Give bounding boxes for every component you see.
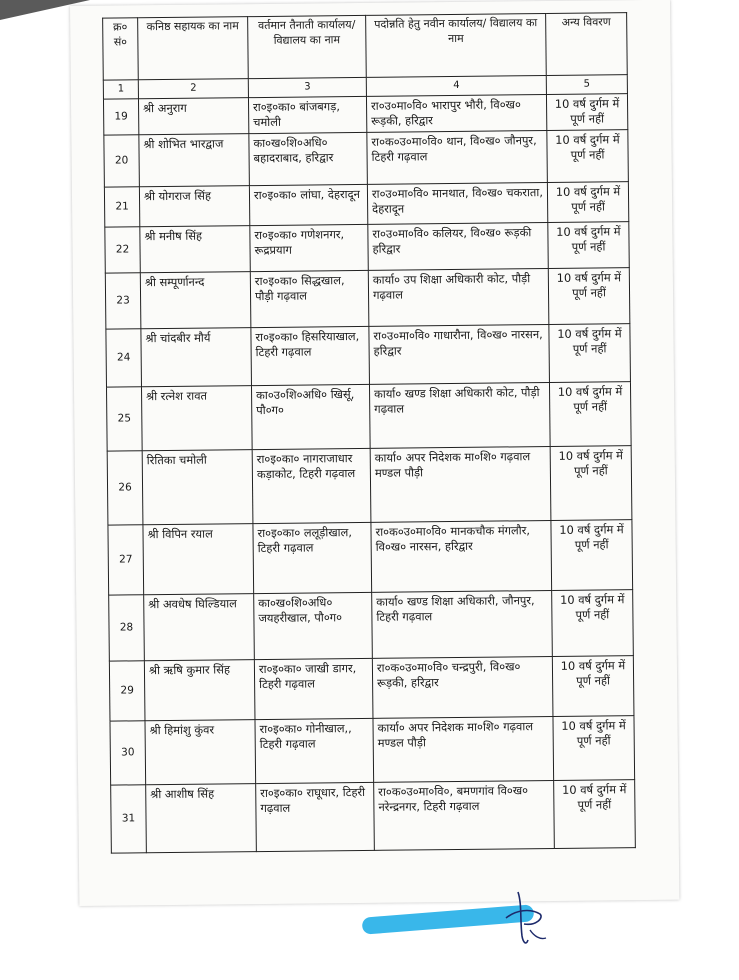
serial-cell: 29 (109, 660, 145, 720)
employee-name-cell: रितिका चमोली (142, 449, 253, 524)
serial-cell: 28 (109, 594, 145, 660)
serial-cell: 31 (111, 784, 147, 852)
new-office-cell: रा०उ०मा०वि० कलियर, वि०ख० रूड़की हरिद्वार (368, 222, 548, 270)
serial-cell: 20 (104, 134, 140, 186)
serial-cell: 27 (108, 524, 144, 594)
remarks-cell: 10 वर्ष दुर्गम में पूर्ण नहीं (549, 381, 631, 446)
table-row (108, 519, 633, 594)
remarks-cell: 10 वर्ष दुर्गम में पूर्ण नहीं (552, 655, 634, 716)
table-row (106, 323, 631, 386)
remarks-cell: 10 वर्ष दुर्गम में पूर्ण नहीं (550, 445, 632, 520)
current-office-cell: रा०इ०का० सिद्धखाल, पौड़ी गढ़वाल (250, 270, 369, 327)
serial-cell: 23 (105, 272, 141, 328)
current-office-cell: का०उ०शि०अधि० खिर्सू, पौ०ग० (251, 384, 370, 449)
table-row (107, 445, 632, 524)
new-office-cell: रा०उ०मा०वि० मानथात, वि०ख० चकराता, देहरादून (367, 182, 547, 224)
signature-mark (500, 880, 560, 950)
remarks-cell: 10 वर्ष दुर्गम में पूर्ण नहीं (554, 779, 636, 848)
header-name: कनिष्ठ सहायक का नाम (138, 17, 249, 80)
new-office-cell: कार्या० अपर निदेशक मा०शि० गढ़वाल मण्डल पौड़ी (373, 716, 554, 782)
current-office-cell: रा०इ०का० राघूधार, टिहरी गढ़वाल (256, 782, 375, 851)
column-number: 3 (248, 77, 366, 97)
current-office-cell: रा०इ०का० गोनीखाल,, टिहरी गढ़वाल (255, 718, 374, 783)
new-office-cell: कार्या० खण्ड शिक्षा अधिकारी, जौनपुर, टिहरी गढ़वाल (372, 590, 553, 658)
current-office-cell: रा०इ०का० नागराजाधार कड़ाकोट, टिहरी गढ़वाल (252, 448, 371, 523)
remarks-cell: 10 वर्ष दुर्गम में पूर्ण नहीं (549, 323, 631, 382)
remarks-cell: 10 वर्ष दुर्गम में पूर्ण नहीं (548, 267, 630, 324)
new-office-cell: कार्या० उप शिक्षा अधिकारी कोट, पौड़ी गढ़वाल (368, 268, 549, 326)
employee-name-cell: श्री अवधेष घिल्डियाल (144, 593, 255, 660)
new-office-cell: कार्या० अपर निदेशक मा०शि० गढ़वाल मण्डल पौड़ी (370, 446, 551, 522)
employee-name-cell: श्री आशीष सिंह (146, 783, 257, 852)
table-row (110, 715, 635, 784)
current-office-cell: रा०इ०का० गणेशनगर, रूद्रप्रयाग (250, 224, 368, 271)
employee-name-cell: श्री हिमांशु कुंवर (145, 719, 256, 784)
document-page (70, 0, 679, 906)
remarks-cell: 10 वर्ष दुर्गम में पूर्ण नहीं (546, 93, 627, 130)
new-office-cell: रा०क०उ०मा०वि० चन्द्रपुरी, वि०ख० रूड़की, हरिद्वार (372, 656, 553, 718)
employee-name-cell: श्री शोभित भारद्वाज (139, 133, 250, 186)
promotion-table (102, 12, 636, 853)
table-row (103, 93, 627, 134)
employee-name-cell: श्री मनीष सिंह (140, 225, 250, 272)
column-number: 4 (366, 76, 546, 96)
employee-name-cell: श्री विपिन रयाल (143, 523, 254, 594)
current-office-cell: रा०इ०का० लांघा, देहरादून (249, 184, 367, 225)
table-row (111, 779, 636, 852)
serial-cell: 22 (105, 226, 140, 272)
remarks-cell: 10 वर्ष दुर्गम में पूर्ण नहीं (548, 221, 629, 268)
new-office-cell: रा०क०उ०मा०वि० मानकचौक मंगलौर, वि०ख० नारसन, हरिद्वार (371, 520, 552, 592)
current-office-cell: रा०इ०का० बांजबगड़, चमोली (248, 96, 366, 133)
column-number: 1 (103, 80, 138, 99)
remarks-cell: 10 वर्ष दुर्गम में पूर्ण नहीं (551, 519, 633, 590)
employee-name-cell: श्री योगराज सिंह (139, 185, 249, 226)
remarks-cell: 10 वर्ष दुर्गम में पूर्ण नहीं (552, 589, 634, 656)
current-office-cell: रा०इ०का० हिसरियाखाल, टिहरी गढ़वाल (251, 326, 370, 385)
serial-cell: 30 (110, 720, 146, 784)
table-row (105, 267, 630, 328)
current-office-cell: का०ख०शि०अधि० जयहरीखाल, पौ०ग० (254, 592, 373, 659)
serial-cell: 24 (106, 328, 142, 386)
new-office-cell: रा०उ०मा०वि० भारापुर भौरी, वि०ख० रूड़की, हरिद्वार (366, 94, 546, 132)
current-office-cell: रा०इ०का० जाखी डागर, टिहरी गढ़वाल (254, 658, 373, 719)
table-row (104, 129, 629, 186)
table-row (109, 655, 634, 720)
new-office-cell: कार्या० खण्ड शिक्षा अधिकारी कोट, पौड़ी गढ़वाल (369, 382, 550, 448)
employee-name-cell: श्री सम्पूर्णानन्द (140, 271, 251, 328)
header-current-office: वर्तमान तैनाती कार्यालय/ विद्यालय का नाम (248, 15, 367, 78)
serial-cell: 26 (107, 450, 143, 524)
new-office-cell: रा०क०उ०मा०वि० थान, वि०ख० जौनपुर, टिहरी गढ़वाल (367, 130, 548, 184)
table-row (109, 589, 634, 660)
new-office-cell: रा०क०उ०मा०वि०, बमणगांव वि०ख० नरेन्द्रनगर, टिहरी गढ़वाल (374, 780, 555, 850)
current-office-cell: रा०इ०का० ललूड़ीखाल, टिहरी गढ़वाल (253, 522, 372, 593)
employee-name-cell: श्री ऋषि कुमार सिंह (144, 659, 255, 720)
serial-cell: 21 (104, 186, 139, 226)
serial-cell: 25 (106, 386, 142, 450)
table-row (105, 221, 629, 272)
header-row (103, 13, 628, 80)
remarks-cell: 10 वर्ष दुर्गम में पूर्ण नहीं (553, 715, 635, 780)
column-number: 5 (546, 75, 627, 94)
remarks-cell: 10 वर्ष दुर्गम में पूर्ण नहीं (547, 129, 629, 182)
table-row (104, 181, 628, 226)
employee-name-cell: श्री रत्नेश रावत (141, 385, 252, 450)
column-number: 2 (138, 79, 248, 99)
header-new-office: पदोन्नति हेतु नवीन कार्यालय/ विद्यालय का नाम (366, 14, 547, 78)
remarks-cell: 10 वर्ष दुर्गम में पूर्ण नहीं (547, 181, 628, 222)
employee-name-cell: श्री चांदबीर मौर्य (141, 327, 252, 386)
current-office-cell: का०ख०शि०अधि० बहादराबाद, हरिद्वार (249, 132, 368, 185)
employee-name-cell: श्री अनुराग (138, 97, 248, 134)
table-row (106, 381, 631, 450)
new-office-cell: रा०उ०मा०वि० गाधारौना, वि०ख० नारसन, हरिद्वार (369, 324, 550, 384)
serial-cell: 19 (103, 98, 138, 134)
header-serial: क्र० सं० (103, 18, 139, 80)
header-remarks: अन्य विवरण (546, 13, 628, 76)
